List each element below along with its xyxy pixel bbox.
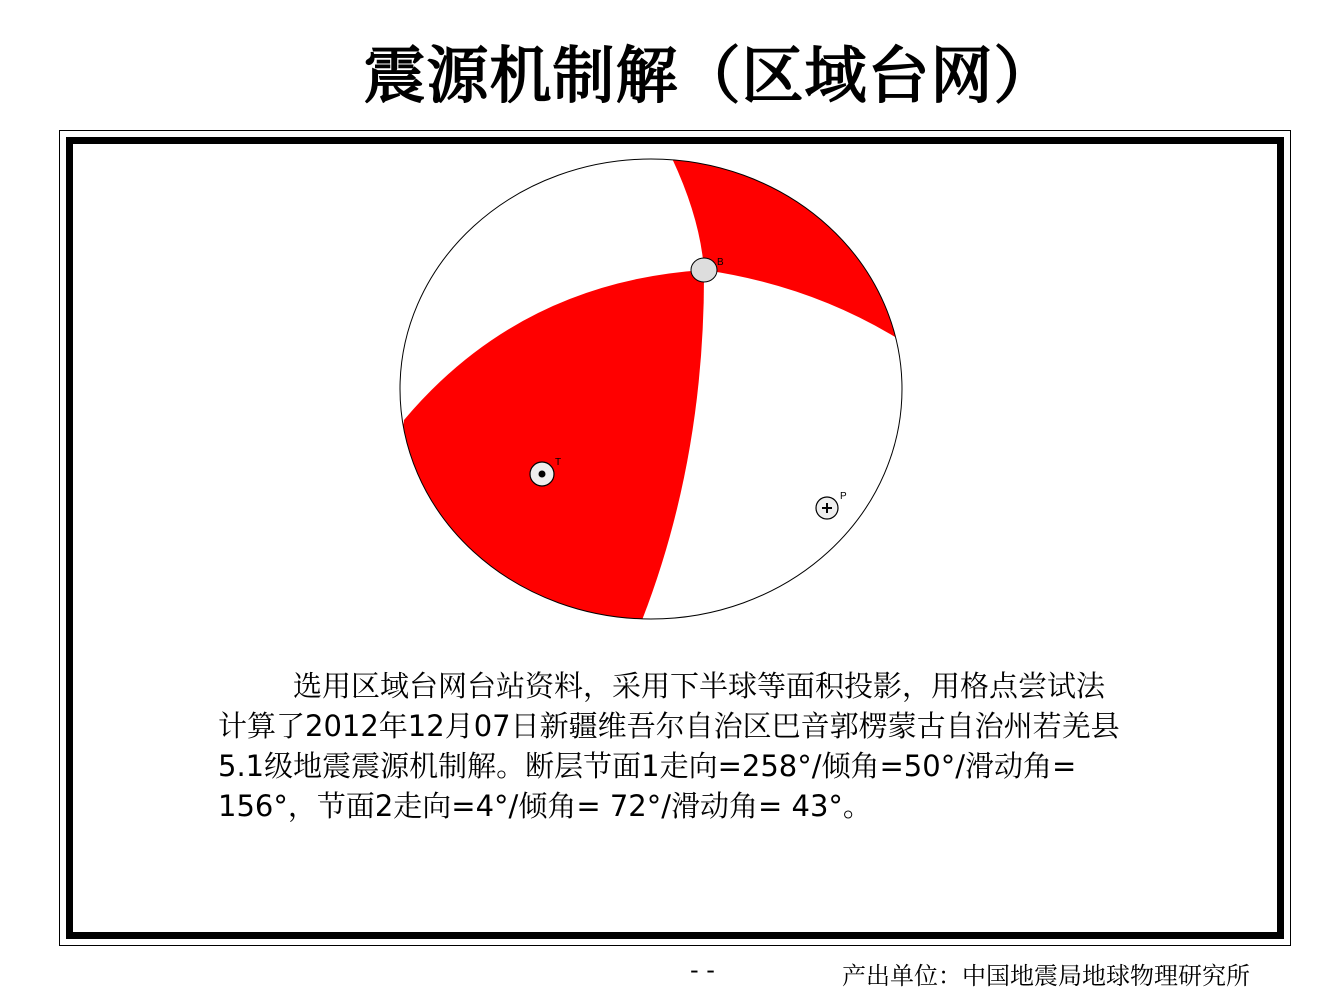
b-axis-label: B	[717, 257, 724, 268]
producer-credit: 产出单位：中国地震局地球物理研究所	[842, 962, 1250, 990]
focal-mechanism-beachball	[390, 150, 915, 630]
mechanism-description: 选用区域台网台站资料，采用下半球等面积投影，用格点尝试法计算了2012年12月07日新疆维吾尔自治区巴音郭楞蒙古自治州若羌县5.1级地震震源机制解。断层节面1走向=258°/倾角=50°/滑动角= 156°，节面2走向=4°/倾角= 72°/滑动角= 43°。	[218, 669, 1120, 823]
slide-title: 震源机制解（区域台网）	[363, 39, 1057, 112]
page-number: - -	[690, 956, 715, 984]
t-axis-label: T	[555, 457, 562, 468]
p-axis-label: P	[840, 491, 847, 502]
